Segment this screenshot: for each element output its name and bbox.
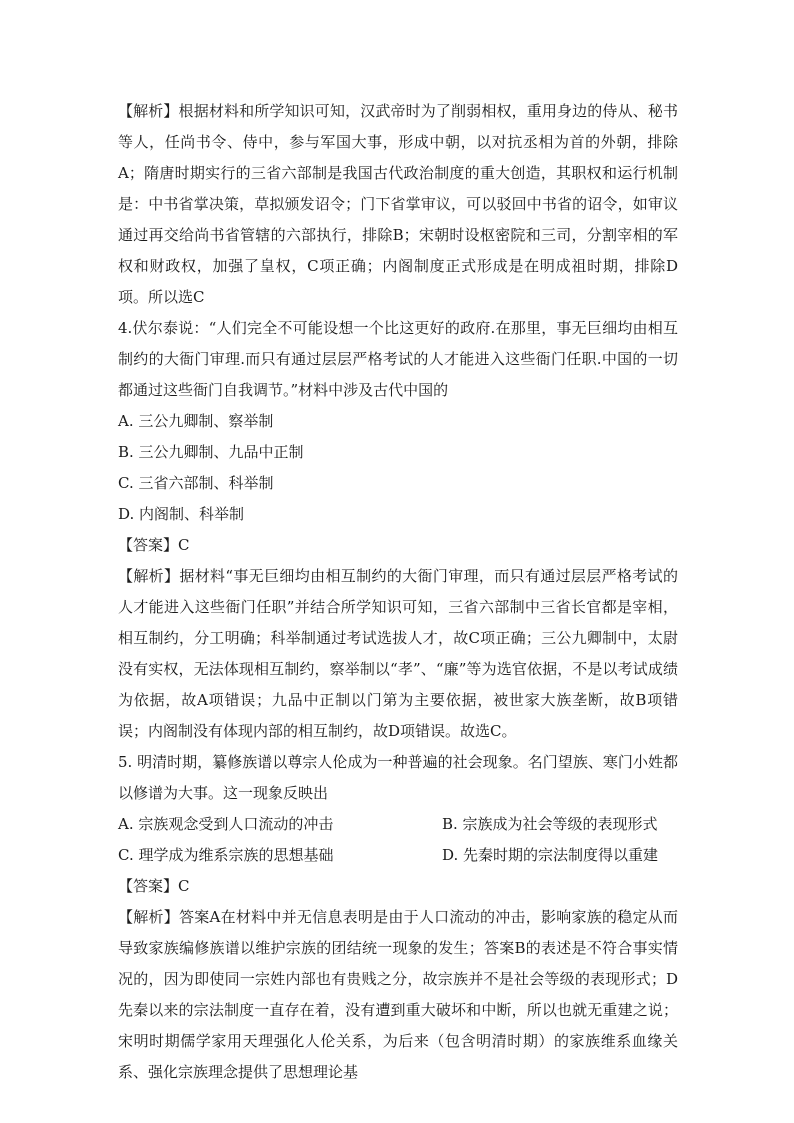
q5-options-row-1	[118, 809, 678, 840]
analysis-q5: 【解析】答案A在材料中并无信息表明是由于人口流动的冲击，影响家族的稳定从而导致家族编修族谱以维护宗族的团结统一现象的发生；答案B的表述是不符合事实情况的，因为即使同一宗姓内部也有贵贱之分，故宗族并不是社会等级的表现形式；D先秦以来的宗法制度一直存在着，没有遭到重大破坏和中断，所以也就无重建之说；宋明时期儒学家用天理强化人伦关系，为后来（包含明清时期）的家族维系血缘关系、强化宗族理念提供了思想理论基	[118, 908, 678, 1081]
q4-option-d: D. 内阁制、科举制	[118, 505, 245, 523]
question-5: 5. 明清时期，纂修族谱以尊宗人伦成为一种普遍的社会现象。名门望族、寒门小姓都以修谱为大事。这一现象反映出	[118, 753, 678, 802]
analysis-q3: 【解析】根据材料和所学知识可知，汉武帝时为了削弱相权，重用身边的侍从、秘书等人，任尚书令、侍中，参与军国大事，形成中朝，以对抗丞相为首的外朝，排除A；隋唐时期实行的三省六部制是我国古代政治制度的重大创造，其职权和运行机制是：中书省掌决策，草拟颁发诏令；门下省掌审议，可以驳回中书省的诏令，如审议通过再交给尚书省管辖的六部执行，排除B；宋朝时设枢密院和三司，分割宰相的军权和财政权，加强了皇权，C项正确；内阁制度正式形成是在明成祖时期，排除D项。所以选C	[118, 102, 678, 306]
answer-q4: 【答案】C	[118, 536, 190, 554]
q4-option-a: A. 三公九卿制、察举制	[118, 412, 274, 430]
q5-option-a: A. 宗族观念受到人口流动的冲击	[118, 815, 334, 833]
q5-options-row-2	[118, 840, 678, 871]
analysis-q4: 【解析】据材料“事无巨细均由相互制约的大衙门审理，而只有通过层层严格考试的人才能进入这些衙门任职”并结合所学知识可知，三省六部制中三省长官都是宰相，相互制约，分工明确；科举制通过考试选拔人才，故C项正确；三公九卿制中，太尉没有实权，无法体现相互制约，察举制以“孝”、“廉”等为选官依据，不是以考试成绩为依据，故A项错误；九品中正制以门第为主要依据，被世家大族垄断，故B项错误；内阁制没有体现内部的相互制约，故D项错误。故选C。	[118, 567, 678, 740]
document-page	[118, 96, 678, 1088]
answer-q5: 【答案】C	[118, 877, 190, 895]
q5-option-c: C. 理学成为维系宗族的思想基础	[118, 846, 334, 864]
q4-option-b: B. 三公九卿制、九品中正制	[118, 443, 304, 461]
question-4: 4.伏尔泰说：“人们完全不可能设想一个比这更好的政府.在那里，事无巨细均由相互制约的大衙门审理.而只有通过层层严格考试的人才能进入这些衙门任职.中国的一切都通过这些衙门自我调节。”材料中涉及古代中国的	[118, 319, 678, 399]
q5-option-b: B. 宗族成为社会等级的表现形式	[442, 815, 658, 833]
q5-option-d: D. 先秦时期的宗法制度得以重建	[442, 846, 659, 864]
q4-option-c: C. 三省六部制、科举制	[118, 474, 274, 492]
